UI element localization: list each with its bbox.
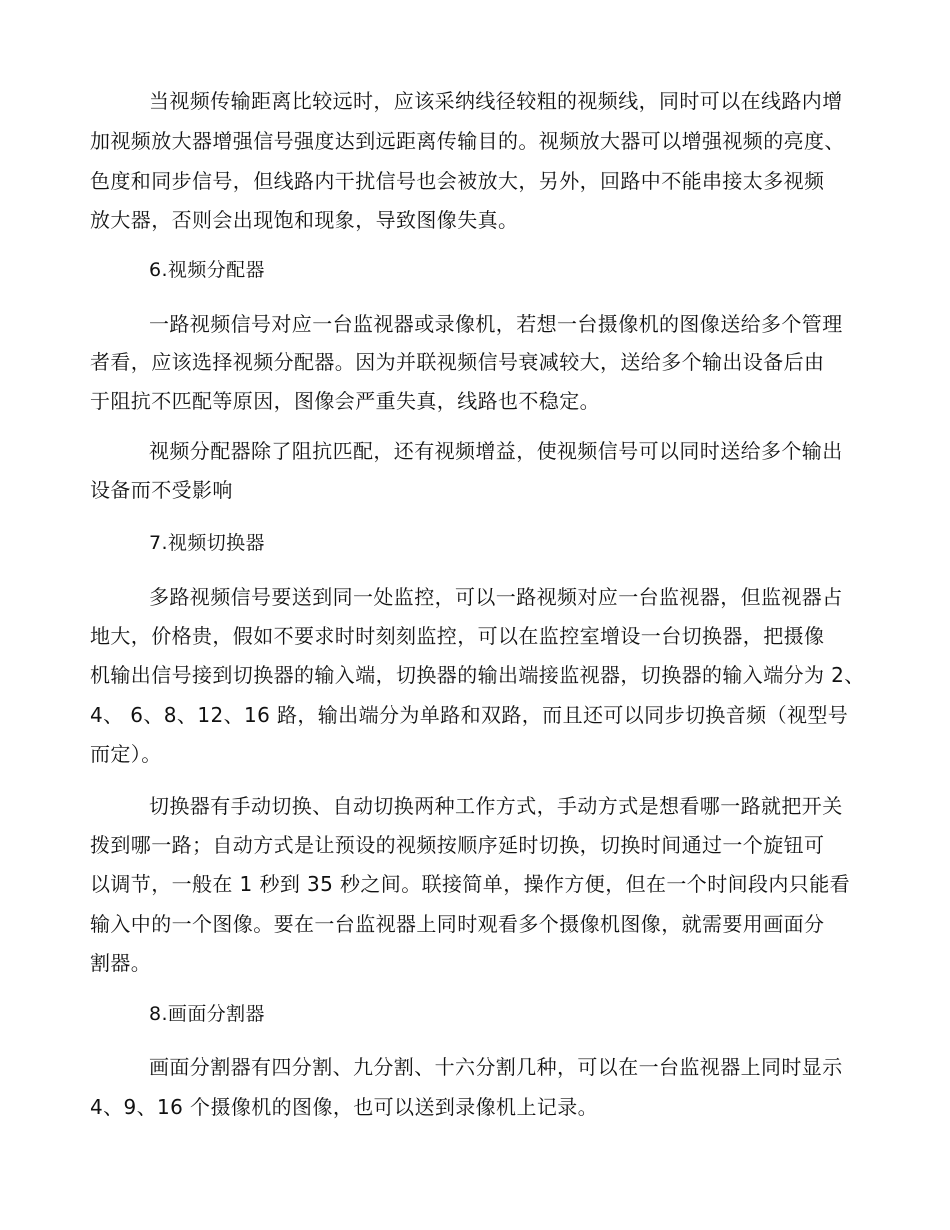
paragraph-video-distributor-line-2: 者看，应该选择视频分配器。因为并联视频信号衰减较大，送给多个输出设备后由 [90, 350, 825, 374]
paragraph-video-switcher-line-2: 地大，价格贵，假如不要求时时刻刻监控，可以在监控室增设一台切换器，把摄像 [90, 624, 825, 648]
paragraph-video-amplifier-line-2: 加视频放大器增强信号强度达到远距离传输目的。视频放大器可以增强视频的亮度、 [90, 129, 845, 153]
paragraph-video-switcher-line-4: 4、 6、8、12、16 路，输出端分为单路和双路，而且还可以同步切换音频（视型号 [90, 703, 849, 727]
heading-video-switcher: 7.视频切换器 [149, 532, 265, 554]
paragraph-switch-modes-line-3: 以调节，一般在 1 秒到 35 秒之间。联接简单，操作方便，但在一个时间段内只能看 [90, 872, 851, 896]
heading-screen-splitter: 8.画面分割器 [149, 1003, 265, 1025]
paragraph-screen-splitter-line-1: 画面分割器有四分割、九分割、十六分割几种，可以在一台监视器上同时显示 [149, 1055, 843, 1079]
paragraph-screen-splitter-line-2: 4、9、16 个摄像机的图像，也可以送到录像机上记录。 [90, 1095, 599, 1119]
paragraph-video-switcher-line-1: 多路视频信号要送到同一处监控，可以一路视频对应一台监视器，但监视器占 [149, 585, 843, 609]
paragraph-video-switcher-line-3: 机输出信号接到切换器的输入端，切换器的输出端接监视器，切换器的输入端分为 2、 [90, 663, 865, 687]
paragraph-video-amplifier-line-1: 当视频传输距离比较远时，应该采纳线径较粗的视频线，同时可以在线路内增 [149, 89, 843, 113]
paragraph-switch-modes-line-2: 拨到哪一路；自动方式是让预设的视频按顺序延时切换，切换时间通过一个旋钮可 [90, 833, 825, 857]
paragraph-switch-modes-line-5: 割器。 [90, 951, 152, 975]
paragraph-video-distributor-line-3: 于阻抗不匹配等原因，图像会严重失真，线路也不稳定。 [90, 389, 600, 413]
paragraph-video-amplifier-line-3: 色度和同步信号，但线路内干扰信号也会被放大，另外，回路中不能串接太多视频 [90, 169, 825, 193]
paragraph-distributor-gain-line-1: 视频分配器除了阻抗匹配，还有视频增益，使视频信号可以同时送给多个输出 [149, 439, 843, 463]
paragraph-distributor-gain-line-2: 设备而不受影响 [90, 478, 233, 502]
paragraph-video-switcher-line-5: 而定）。 [90, 742, 162, 766]
paragraph-switch-modes-line-4: 输入中的一个图像。要在一台监视器上同时观看多个摄像机图像，就需要用画面分 [90, 912, 825, 936]
paragraph-video-distributor-line-1: 一路视频信号对应一台监视器或录像机，若想一台摄像机的图像送给多个管理 [149, 312, 843, 336]
paragraph-video-amplifier-line-4: 放大器，否则会出现饱和现象，导致图像失真。 [90, 208, 519, 232]
paragraph-switch-modes-line-1: 切换器有手动切换、自动切换两种工作方式，手动方式是想看哪一路就把开关 [149, 794, 843, 818]
heading-video-distributor: 6.视频分配器 [149, 259, 265, 281]
